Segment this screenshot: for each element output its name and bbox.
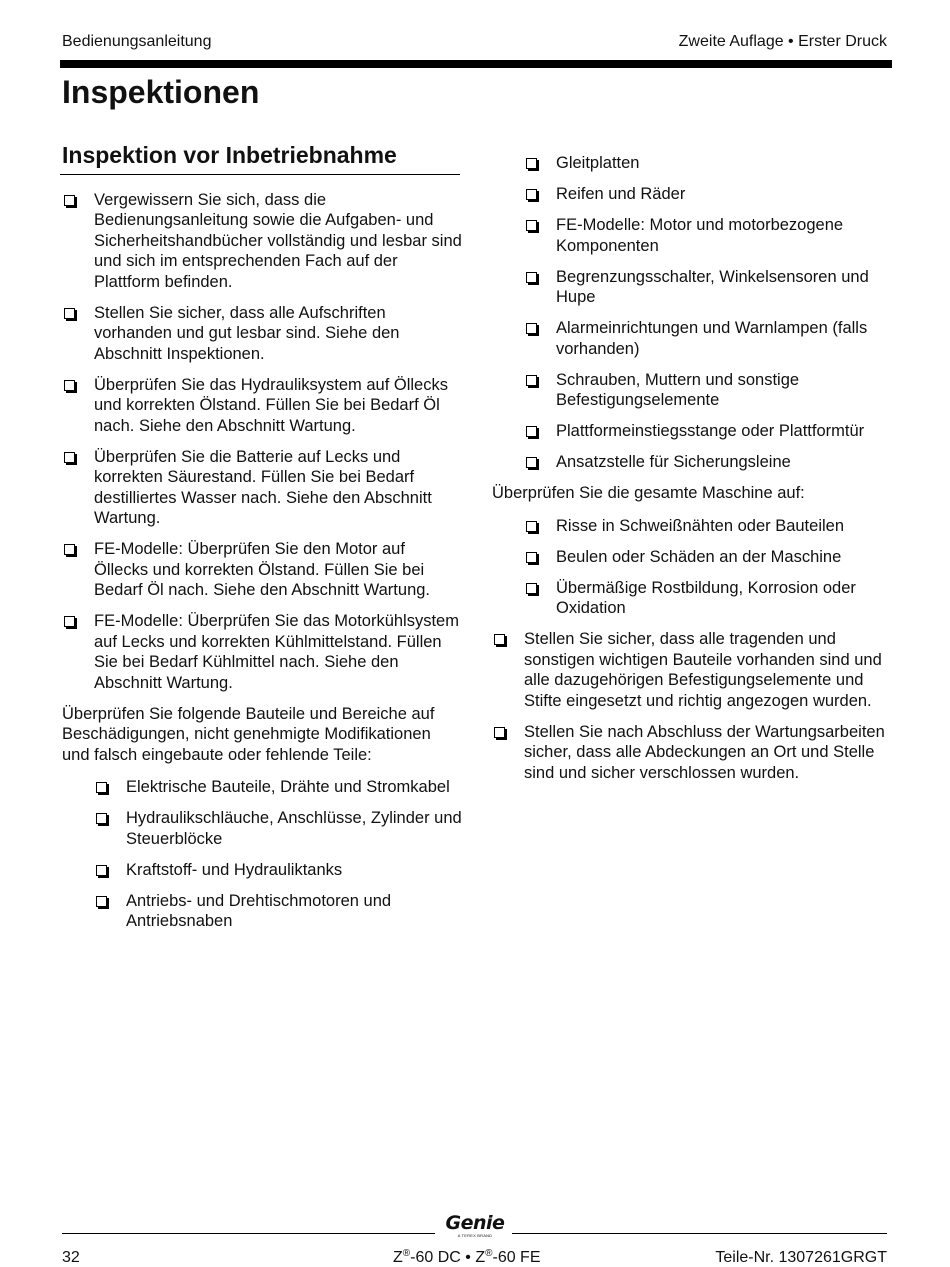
- components-checklist: [94, 777, 462, 932]
- checklist-item: Überprüfen Sie die Batterie auf Lecks und korrekten Säurestand. Füllen Sie bei Bedarf destilliertes Wasser nach. Siehe den Abschnitt Wartung.: [62, 447, 462, 529]
- checklist-item: Alarmeinrichtungen und Warnlampen (falls vorhanden): [524, 318, 892, 359]
- checklist-item: Hydraulikschläuche, Anschlüsse, Zylinder und Steuerblöcke: [94, 808, 462, 849]
- checklist-item: Stellen Sie sicher, dass alle tragenden und sonstigen wichtigen Bauteile vorhanden sind und alle dazugehörigen Befestigungselemente und Stifte eingesetzt und richtig angezogen wurden.: [492, 629, 892, 711]
- pre-start-checklist: [62, 190, 462, 694]
- checklist-item: Stellen Sie nach Abschluss der Wartungsarbeiten sicher, dass alle Abdeckungen an Ort und Stelle sind und sicher verschlossen wurden.: [492, 722, 892, 784]
- logo-tagline: A TEREX BRAND: [457, 1233, 493, 1238]
- right-column: [492, 153, 892, 794]
- header-edition: Zweite Auflage • Erster Druck: [678, 33, 887, 50]
- checkbox-icon: [64, 195, 75, 206]
- checkbox-icon: [494, 634, 505, 645]
- checklist-item: Gleitplatten: [524, 153, 892, 174]
- checkbox-icon: [526, 158, 537, 169]
- checkbox-icon: [96, 813, 107, 824]
- header-doc-title: Bedienungsanleitung: [62, 33, 212, 50]
- checklist-item: Elektrische Bauteile, Drähte und Stromkabel: [94, 777, 462, 798]
- checkbox-icon: [96, 896, 107, 907]
- machine-checklist: [524, 516, 892, 619]
- checkbox-icon: [526, 426, 537, 437]
- section-title: Inspektion vor Inbetriebnahme: [62, 142, 397, 168]
- checkbox-icon: [494, 727, 505, 738]
- checklist-item: Beulen oder Schäden an der Maschine: [524, 547, 892, 568]
- checklist-item: Vergewissern Sie sich, dass die Bedienungsanleitung sowie die Aufgaben- und Sicherheitshandbücher vollständig und lesbar sind und sich im entsprechenden Fach auf der Plattform befinden.: [62, 190, 462, 293]
- checklist-item: Antriebs- und Drehtischmotoren und Antriebsnaben: [94, 891, 462, 932]
- checklist-item: Ansatzstelle für Sicherungsleine: [524, 452, 892, 473]
- page-title: Inspektionen: [62, 74, 260, 110]
- footer-rule-right: [512, 1233, 887, 1234]
- checkbox-icon: [526, 189, 537, 200]
- header-rule: [60, 60, 892, 68]
- checkbox-icon: [526, 552, 537, 563]
- checkbox-icon: [64, 380, 75, 391]
- components-checklist-continued: [524, 153, 892, 473]
- checkbox-icon: [64, 616, 75, 627]
- logo-wordmark: Genie: [445, 1212, 505, 1234]
- checklist-item: Schrauben, Muttern und sonstige Befestigungselemente: [524, 370, 892, 411]
- checkbox-icon: [526, 375, 537, 386]
- checkbox-icon: [96, 782, 107, 793]
- footer-model: Z®-60 DC • Z®-60 FE: [393, 1248, 541, 1266]
- checkbox-icon: [526, 457, 537, 468]
- checkbox-icon: [64, 308, 75, 319]
- checklist-item: Übermäßige Rostbildung, Korrosion oder Oxidation: [524, 578, 892, 619]
- components-intro: Überprüfen Sie folgende Bauteile und Bereiche auf Beschädigungen, nicht genehmigte Modifikationen und falsch eingebaute oder fehlende Teile:: [62, 704, 435, 764]
- checkbox-icon: [64, 452, 75, 463]
- checkbox-icon: [64, 544, 75, 555]
- checkbox-icon: [526, 272, 537, 283]
- checklist-item: Reifen und Räder: [524, 184, 892, 205]
- checklist-item: Kraftstoff- und Hydrauliktanks: [94, 860, 462, 881]
- left-column: [62, 142, 462, 942]
- genie-logo: [441, 1213, 509, 1241]
- page-number: 32: [62, 1249, 80, 1266]
- footer-rule-left: [62, 1233, 435, 1234]
- checkbox-icon: [526, 323, 537, 334]
- checklist-item: Stellen Sie sicher, dass alle Aufschriften vorhanden und gut lesbar sind. Siehe den Abschnitt Inspektionen.: [62, 303, 462, 365]
- checklist-item: Begrenzungsschalter, Winkelsensoren und Hupe: [524, 267, 892, 308]
- checklist-item: FE-Modelle: Überprüfen Sie das Motorkühlsystem auf Lecks und korrekten Kühlmittelstand. Füllen Sie bei Bedarf Kühlmittel nach. Siehe den Abschnitt Wartung.: [62, 611, 462, 693]
- checkbox-icon: [526, 220, 537, 231]
- section-rule: [60, 174, 460, 175]
- machine-intro: Überprüfen Sie die gesamte Maschine auf:: [492, 484, 805, 502]
- checklist-item: Überprüfen Sie das Hydrauliksystem auf Öllecks und korrekten Ölstand. Füllen Sie bei Bedarf Öl nach. Siehe den Abschnitt Wartung.: [62, 375, 462, 437]
- checkbox-icon: [526, 583, 537, 594]
- checkbox-icon: [96, 865, 107, 876]
- checklist-item: Plattformeinstiegsstange oder Plattformtür: [524, 421, 892, 442]
- checklist-item: Risse in Schweißnähten oder Bauteilen: [524, 516, 892, 537]
- footer-part-number: Teile-Nr. 1307261GRGT: [715, 1249, 887, 1266]
- checklist-item: FE-Modelle: Motor und motorbezogene Komponenten: [524, 215, 892, 256]
- final-checklist: [492, 629, 892, 783]
- checklist-item: FE-Modelle: Überprüfen Sie den Motor auf Öllecks und korrekten Ölstand. Füllen Sie bei Bedarf Öl nach. Siehe den Abschnitt Wartung.: [62, 539, 462, 601]
- checkbox-icon: [526, 521, 537, 532]
